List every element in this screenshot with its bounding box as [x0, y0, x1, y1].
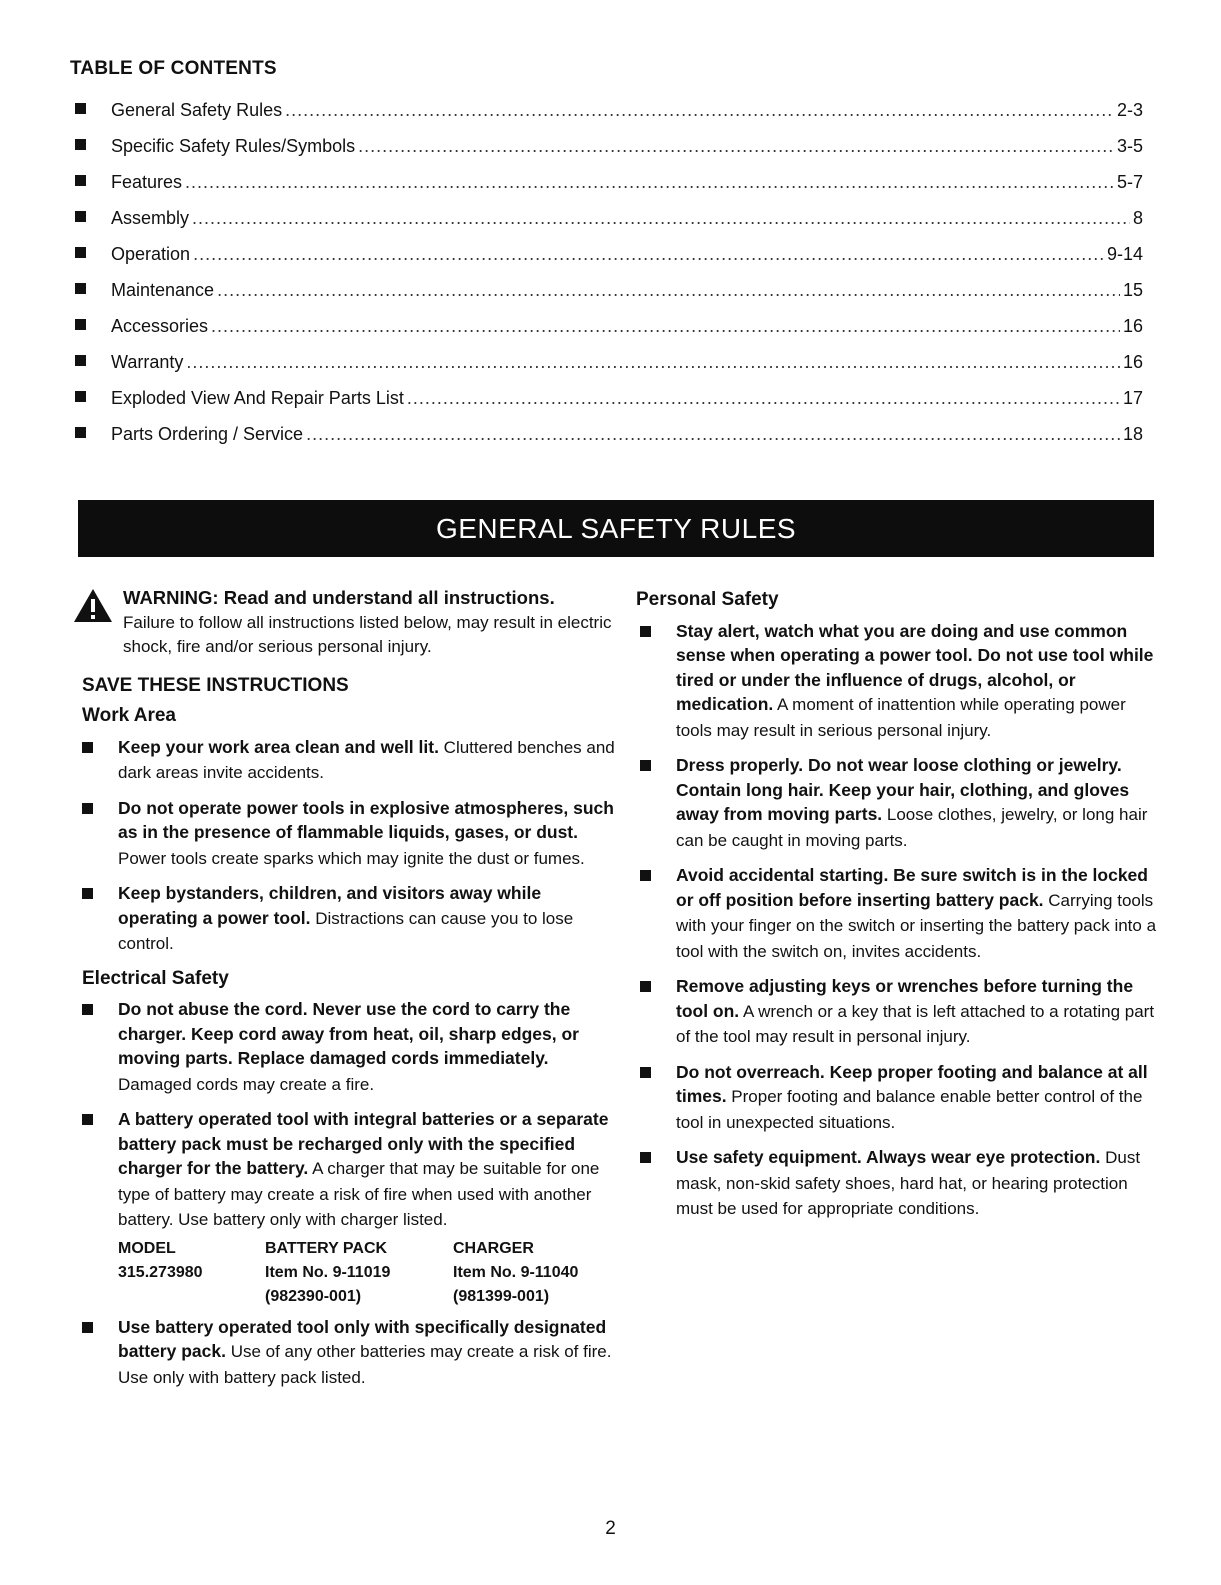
- toc-leader-dots: [217, 280, 1120, 301]
- rule-text: Dust mask, non-skid safety shoes, hard hat, or hearing protection must be used for appropriate conditions.: [676, 1148, 1141, 1218]
- bullet-square-icon: [640, 626, 651, 637]
- bullet-square-icon: [75, 391, 86, 402]
- battery-pack-header: BATTERY PACK: [265, 1239, 388, 1257]
- bullet-square-icon: [640, 1152, 651, 1163]
- rule-bold-text: Avoid accidental starting. Be sure switch is in the locked or off position before inserting battery pack.: [676, 865, 1148, 910]
- rule-text: Loose clothes, jewelry, or long hair can be caught in moving parts.: [676, 805, 1148, 850]
- bullet-square-icon: [75, 427, 86, 438]
- list-item: [78, 735, 618, 786]
- rule-bold-text: Use safety equipment. Always wear eye protection.: [676, 1147, 1101, 1167]
- toc-leader-dots: [186, 352, 1120, 373]
- list-item: [78, 997, 618, 1097]
- bullet-square-icon: [82, 803, 93, 814]
- toc-item-label: Warranty: [111, 352, 184, 372]
- work-area-heading: Work Area: [82, 705, 176, 726]
- page-number: 2: [605, 1518, 616, 1539]
- bullet-square-icon: [75, 355, 86, 366]
- rule-text: A moment of inattention while operating power tools may result in serious personal injury.: [676, 695, 1126, 740]
- bullet-square-icon: [82, 742, 93, 753]
- rule-text: Damaged cords may create a fire.: [118, 1074, 375, 1094]
- toc-item-label: Assembly: [111, 208, 190, 228]
- toc-item-page: 3-5: [1116, 136, 1143, 156]
- table-row: [118, 1285, 618, 1309]
- toc-item: [75, 208, 1143, 244]
- bullet-square-icon: [75, 247, 86, 258]
- bullet-square-icon: [75, 211, 86, 222]
- warning-text: Failure to follow all instructions listed below, may result in electric shock, fire and/or serious personal injury.: [123, 612, 612, 656]
- table-row: [118, 1261, 618, 1285]
- rule-bold-text: Remove adjusting keys or wrenches before turning the tool on.: [676, 976, 1134, 1021]
- battery-pack-item: Item No. 9-11019: [265, 1263, 391, 1281]
- charger-part: (981399-001): [453, 1287, 550, 1305]
- left-column: [78, 586, 618, 1400]
- toc-item: [75, 316, 1143, 352]
- toc-item: [75, 424, 1143, 460]
- toc-item-label: Accessories: [111, 316, 209, 336]
- list-item: [78, 1315, 618, 1391]
- rule-bold-text: Do not overreach. Keep proper footing and balance at all times.: [676, 1061, 1148, 1106]
- bullet-square-icon: [640, 760, 651, 771]
- rule-bold-text: Use battery operated tool only with specifically designated battery pack.: [118, 1316, 607, 1361]
- bullet-square-icon: [640, 870, 651, 881]
- rule-bold-text: Do not operate power tools in explosive atmospheres, such as in the presence of flammable liquids, gases, or dust.: [118, 797, 614, 842]
- toc-item-label: Operation: [111, 244, 191, 264]
- toc-item-page: 8: [1132, 208, 1143, 228]
- rule-bold-text: A battery operated tool with integral batteries or a separate battery pack must be recharged only with the specified charger for the battery.: [118, 1109, 609, 1178]
- bullet-square-icon: [640, 1067, 651, 1078]
- charger-header: CHARGER: [453, 1239, 534, 1257]
- toc-item-page: 15: [1122, 280, 1143, 300]
- warning-block: [78, 586, 618, 660]
- rule-text: Carrying tools with your finger on the switch or inserting the battery pack into a tool with the switch on, invites accidents.: [676, 890, 1157, 961]
- toc-item: [75, 280, 1143, 316]
- bullet-square-icon: [82, 888, 93, 899]
- toc-item: [75, 352, 1143, 388]
- bullet-square-icon: [82, 1114, 93, 1125]
- toc-item: [75, 136, 1143, 172]
- rule-text: Cluttered benches and dark areas invite accidents.: [118, 737, 615, 782]
- list-item: [636, 619, 1166, 744]
- bullet-square-icon: [640, 981, 651, 992]
- toc-leader-dots: [285, 100, 1114, 121]
- toc-item-label: Features: [111, 172, 183, 192]
- toc-leader-dots: [407, 388, 1120, 409]
- model-number: 315.273980: [118, 1263, 203, 1281]
- rule-text: A wrench or a key that is left attached to a rotating part of the tool may result in personal injury.: [676, 1001, 1155, 1046]
- toc-item-label: Maintenance: [111, 280, 215, 300]
- toc-item-page: 9-14: [1106, 244, 1143, 264]
- bullet-square-icon: [82, 1322, 93, 1333]
- rule-bold-text: Keep your work area clean and well lit.: [118, 736, 439, 757]
- model-number: [118, 1285, 265, 1309]
- toc-item-page: 16: [1122, 316, 1143, 336]
- list-item: [636, 1145, 1166, 1222]
- toc-leader-dots: [185, 172, 1114, 193]
- table-of-contents: [75, 100, 1143, 460]
- toc-item: [75, 172, 1143, 208]
- bullet-square-icon: [75, 103, 86, 114]
- toc-item-page: 16: [1122, 352, 1143, 372]
- model-table: [118, 1237, 618, 1309]
- battery-pack-part: (982390-001): [265, 1287, 362, 1305]
- bullet-square-icon: [75, 139, 86, 150]
- list-item: [78, 1107, 618, 1233]
- list-item: [636, 753, 1166, 853]
- toc-item-page: 17: [1122, 388, 1143, 408]
- toc-item-label: Parts Ordering / Service: [111, 424, 304, 444]
- toc-item-label: Specific Safety Rules/Symbols: [111, 136, 356, 156]
- model-table-header: [118, 1237, 618, 1261]
- charger-item: Item No. 9-11040: [453, 1263, 579, 1281]
- right-column: [636, 586, 1166, 1232]
- toc-item-label: General Safety Rules: [111, 100, 283, 120]
- warning-triangle-icon: [73, 588, 113, 623]
- toc-leader-dots: [193, 244, 1104, 265]
- personal-safety-heading: Personal Safety: [636, 589, 779, 610]
- toc-leader-dots: [306, 424, 1120, 445]
- model-header: MODEL: [118, 1239, 176, 1257]
- list-item: [636, 863, 1166, 964]
- toc-title: TABLE OF CONTENTS: [70, 58, 277, 79]
- toc-leader-dots: [211, 316, 1120, 337]
- toc-item: [75, 244, 1143, 280]
- save-instructions-heading: SAVE THESE INSTRUCTIONS: [82, 674, 349, 696]
- rule-bold-text: Keep bystanders, children, and visitors away while operating a power tool.: [118, 883, 542, 928]
- list-item: [78, 881, 618, 957]
- bullet-square-icon: [75, 283, 86, 294]
- rule-text: Proper footing and balance enable better control of the tool in unexpected situations.: [676, 1087, 1143, 1132]
- bullet-square-icon: [75, 319, 86, 330]
- rule-bold-text: Do not abuse the cord. Never use the cord to carry the charger. Keep cord away from heat, oil, sharp edges, or moving parts. Replace damaged cords immediately.: [118, 999, 579, 1068]
- toc-leader-dots: [358, 136, 1114, 157]
- rule-text: Distractions can cause you to lose control.: [118, 908, 574, 953]
- bullet-square-icon: [75, 175, 86, 186]
- section-banner: GENERAL SAFETY RULES: [78, 500, 1154, 557]
- warning-heading: WARNING: Read and understand all instructions.: [123, 587, 555, 608]
- rule-text: A charger that may be suitable for one type of battery may create a risk of fire when used with another battery. Use battery only with charger listed.: [118, 1159, 600, 1229]
- toc-leader-dots: [192, 208, 1130, 229]
- toc-item-page: 5-7: [1116, 172, 1143, 192]
- electrical-safety-heading: Electrical Safety: [82, 967, 229, 989]
- rule-text: Use of any other batteries may create a risk of fire. Use only with battery pack listed.: [118, 1342, 612, 1387]
- toc-item-label: Exploded View And Repair Parts List: [111, 388, 404, 408]
- rule-bold-text: Dress properly. Do not wear loose clothing or jewelry. Contain long hair. Keep your hair, clothing, and gloves away from moving parts.: [676, 755, 1130, 824]
- rule-text: Power tools create sparks which may ignite the dust or fumes.: [118, 848, 585, 868]
- toc-item-page: 2-3: [1116, 100, 1143, 120]
- toc-item: [75, 100, 1143, 136]
- toc-item: [75, 388, 1143, 424]
- list-item: [636, 974, 1166, 1050]
- rule-bold-text: Stay alert, watch what you are doing and use common sense when operating a power tool. Do not use tool while tired or under the influence of drugs, alcohol, or medication.: [676, 620, 1154, 714]
- list-item: [636, 1060, 1166, 1136]
- list-item: [78, 796, 618, 872]
- bullet-square-icon: [82, 1004, 93, 1015]
- toc-item-page: 18: [1122, 424, 1143, 444]
